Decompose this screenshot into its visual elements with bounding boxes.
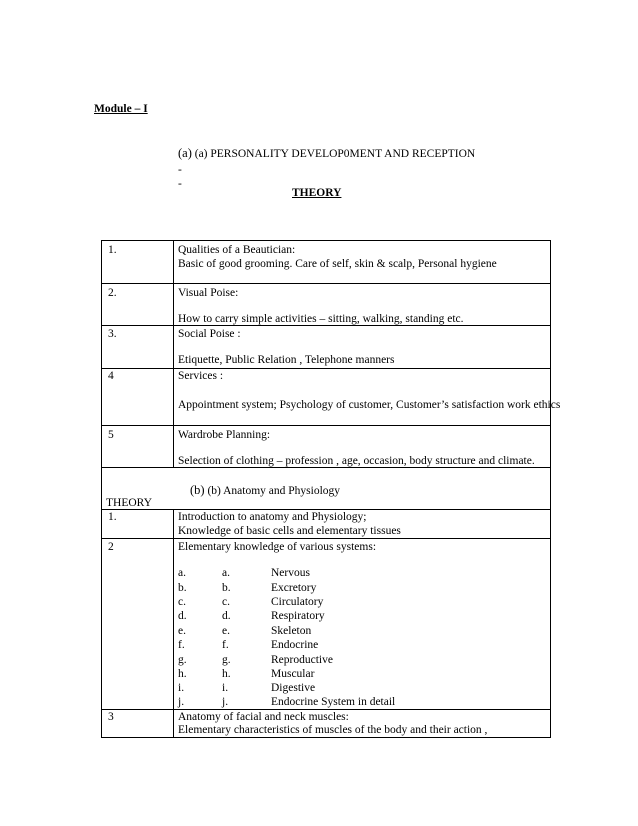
row-detail: How to carry simple activities – sitting, walking, standing etc.	[178, 313, 464, 325]
row-title: Elementary knowledge of various systems:	[178, 541, 377, 553]
section-a-label: (a) PERSONALITY DEVELOP0MENT AND RECEPTION	[194, 148, 476, 160]
table-border-right	[550, 240, 551, 737]
row-title: Anatomy of facial and neck muscles:	[178, 711, 349, 723]
list-item-letter: h.	[178, 668, 187, 680]
list-item-letter: d.	[222, 610, 231, 622]
row-detail: Etiquette, Public Relation , Telephone manners	[178, 354, 395, 366]
row-title: Wardrobe Planning:	[178, 429, 271, 441]
list-item-letter: i.	[178, 682, 185, 694]
section-b-label: (b) Anatomy and Physiology	[207, 485, 341, 497]
row-number: 5	[108, 429, 114, 441]
list-item: Respiratory	[271, 610, 325, 622]
row-number: 1.	[108, 511, 117, 523]
row-detail: Knowledge of basic cells and elementary tissues	[178, 525, 401, 537]
list-item: Excretory	[271, 582, 317, 594]
row-title: Social Poise :	[178, 328, 241, 340]
row-title: Introduction to anatomy and Physiology;	[178, 511, 367, 523]
table-col-divider-b	[173, 509, 174, 737]
row-line	[101, 737, 551, 738]
row-line	[101, 425, 551, 426]
row-detail: Appointment system; Psychology of customer, Customer’s satisfaction work ethics	[178, 399, 561, 411]
list-item: Nervous	[271, 567, 310, 579]
section-a-heading	[178, 146, 475, 161]
row-number: 2.	[108, 287, 117, 299]
list-item-letter: c.	[222, 596, 230, 608]
list-item: Reproductive	[271, 654, 333, 666]
list-item-letter: c.	[178, 596, 186, 608]
list-item-letter: a.	[222, 567, 230, 579]
list-item-letter: e.	[178, 625, 186, 637]
list-item: Endocrine System in detail	[271, 696, 396, 708]
list-item-letter: d.	[178, 610, 187, 622]
dash-2: -	[178, 178, 182, 190]
row-line	[101, 368, 551, 369]
table-col-divider-a	[173, 240, 174, 468]
table-border-left	[101, 240, 102, 737]
list-item: Muscular	[271, 668, 315, 680]
dash-1: -	[178, 164, 182, 176]
row-title: Qualities of a Beautician:	[178, 244, 296, 256]
module-title: Module – I	[94, 103, 148, 115]
list-item-letter: f.	[222, 639, 229, 651]
list-item-letter: e.	[222, 625, 230, 637]
section-b-theory: THEORY	[106, 497, 152, 509]
row-title: Visual Poise:	[178, 287, 239, 299]
list-item: Digestive	[271, 682, 316, 694]
row-line	[101, 240, 551, 241]
list-item-letter: f.	[178, 639, 185, 651]
row-number: 3.	[108, 328, 117, 340]
section-b-heading	[190, 483, 340, 498]
list-item-letter: b.	[222, 582, 231, 594]
list-item-letter: b.	[178, 582, 187, 594]
row-detail: Elementary characteristics of muscles of the body and their action ,	[178, 724, 488, 736]
list-item-letter: g.	[178, 654, 187, 666]
section-a-marker: (a)	[178, 146, 192, 160]
row-title: Services :	[178, 370, 224, 382]
row-number: 1.	[108, 244, 117, 256]
list-item-letter: a.	[178, 567, 186, 579]
section-b-marker: (b)	[190, 483, 205, 497]
theory-heading: THEORY	[292, 187, 342, 199]
row-number: 4	[108, 370, 114, 382]
list-item: Circulatory	[271, 596, 324, 608]
row-detail: Selection of clothing – profession , age, occasion, body structure and climate.	[178, 455, 535, 467]
list-item-letter: j.	[222, 696, 229, 708]
list-item-letter: j.	[178, 696, 185, 708]
list-item-letter: i.	[222, 682, 229, 694]
list-item-letter: h.	[222, 668, 231, 680]
row-number: 2	[108, 541, 114, 553]
row-number: 3	[108, 711, 114, 723]
row-line	[101, 538, 551, 539]
row-line	[101, 283, 551, 284]
list-item: Skeleton	[271, 625, 312, 637]
row-detail: Basic of good grooming. Care of self, skin & scalp, Personal hygiene	[178, 258, 497, 270]
list-item: Endocrine	[271, 639, 319, 651]
list-item-letter: g.	[222, 654, 231, 666]
